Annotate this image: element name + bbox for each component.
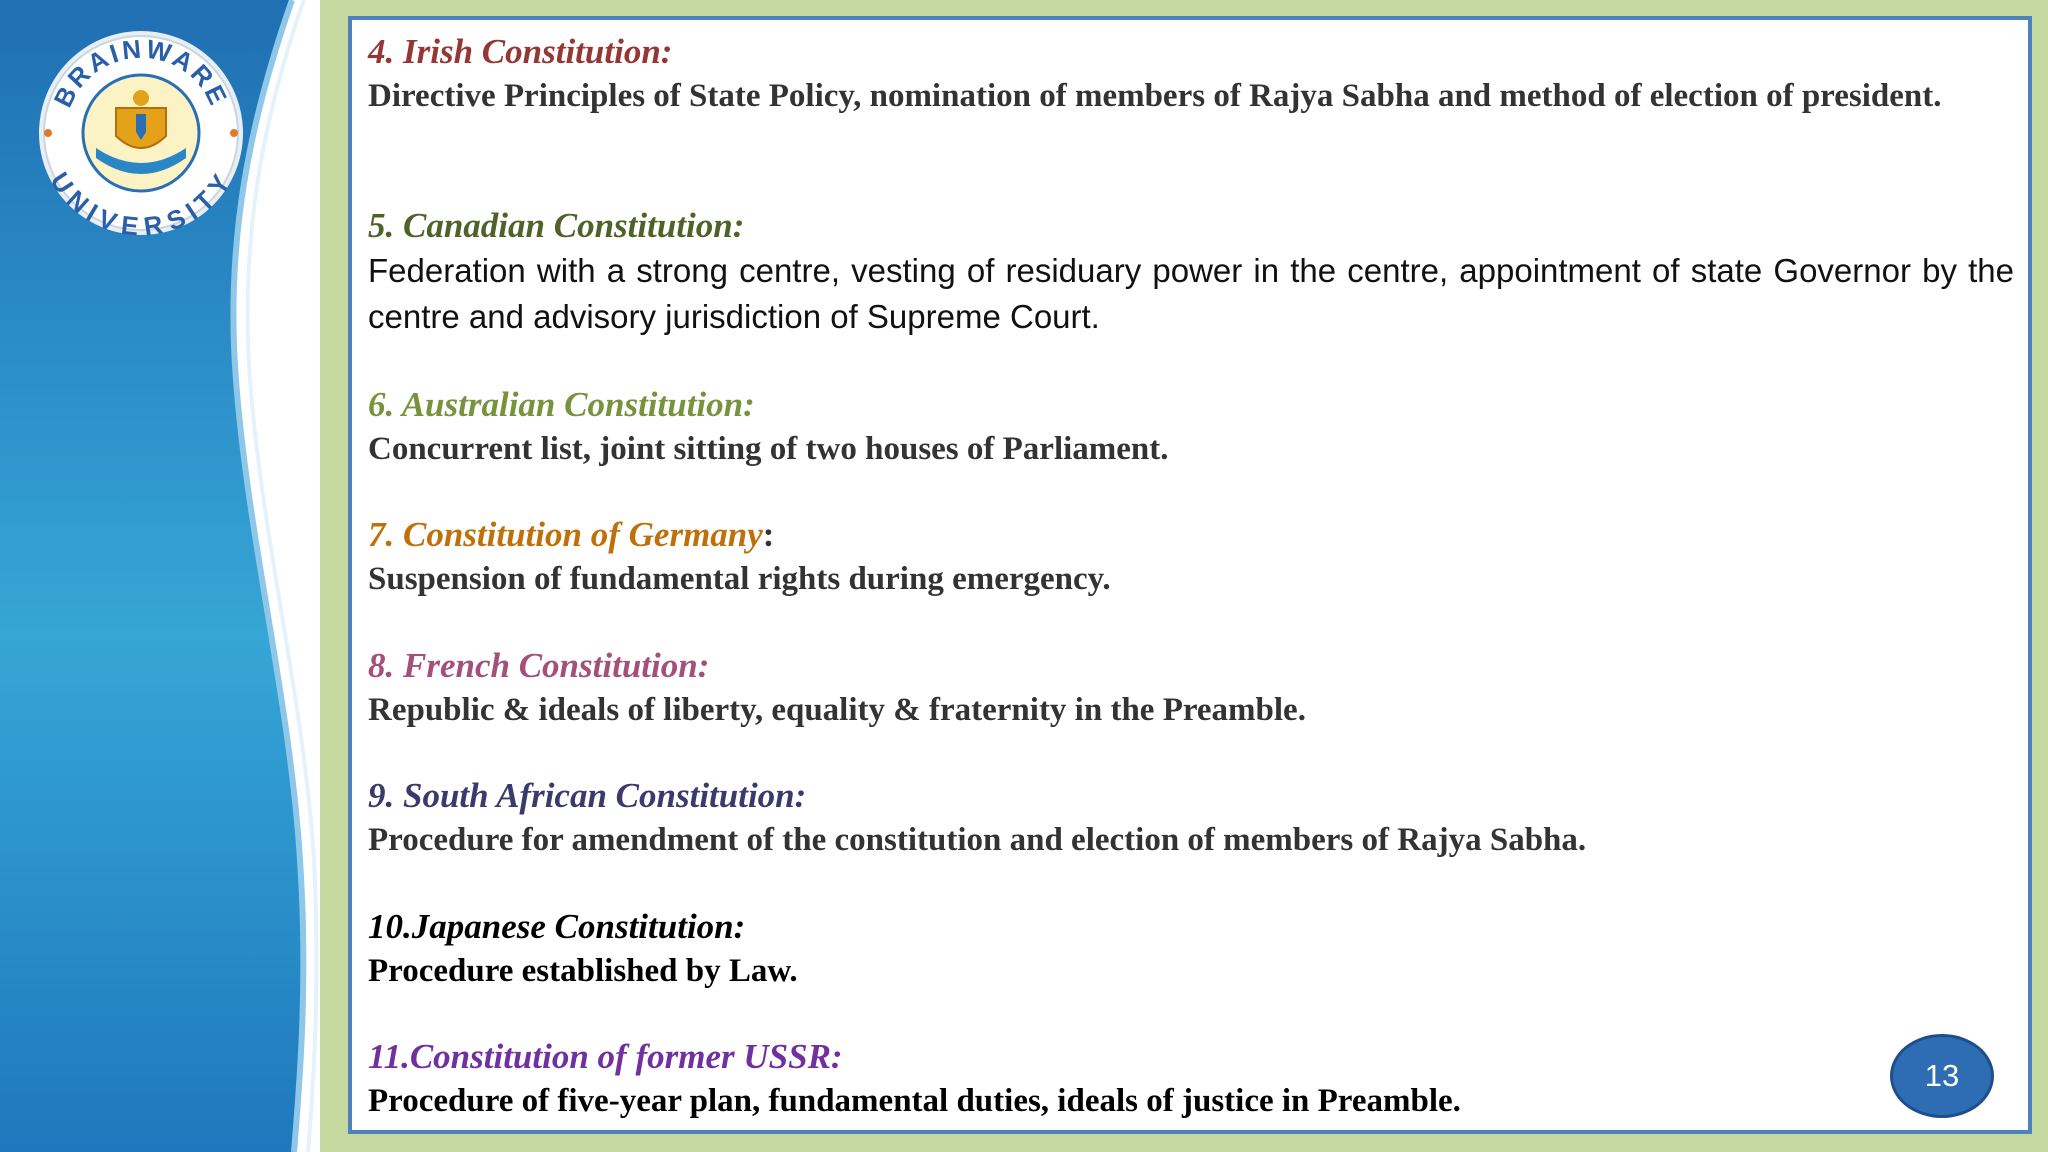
section-text: Federation with a strong centre, vesting of residuary power in the centre, appointment of state Governor by the centre and advisory jurisdiction of Supreme Court. [368, 252, 2014, 335]
section-heading: 6. Australian Constitution: [368, 385, 755, 424]
section-text: Procedure of five-year plan, fundamental duties, ideals of justice in Preamble. [368, 1083, 1461, 1119]
section-text: Suspension of fundamental rights during emergency. [368, 561, 1111, 597]
section-text: Directive Principles of State Policy, nomination of members of Rajya Sabha and method of election of president. [368, 78, 1942, 114]
section-text: Procedure established by Law. [368, 953, 798, 989]
logo-top-text: BRAINWARE [47, 33, 235, 112]
section-heading: 11.Constitution of former USSR: [368, 1037, 843, 1076]
section-heading: 5. Canadian Constitution: [368, 206, 745, 245]
section-text: Procedure for amendment of the constitution and election of members of Rajya Sabha. [368, 822, 1587, 858]
svg-text:BRAINWARE [48, 33, 235, 111]
section-canadian [368, 204, 2014, 340]
section-germany [368, 513, 2014, 601]
section-south-african [368, 774, 2014, 862]
content-panel [348, 16, 2032, 1134]
section-heading: 10.Japanese Constitution: [368, 907, 746, 946]
section-text: Concurrent list, joint sitting of two houses of Parliament. [368, 431, 1169, 467]
university-logo [36, 28, 246, 238]
section-heading: 9. South African Constitution: [368, 776, 807, 815]
section-heading: 7. Constitution of Germany [368, 515, 763, 554]
logo-bottom-text: UNIVERSITY [44, 166, 238, 238]
logo-text [36, 28, 246, 238]
section-text: Republic & ideals of liberty, equality & fraternity in the Preamble. [368, 692, 1306, 728]
section-irish [368, 30, 2014, 118]
section-australian [368, 383, 2014, 471]
heading-colon: : [762, 515, 775, 554]
section-french [368, 644, 2014, 732]
section-japanese [368, 905, 2014, 993]
svg-text:UNIVERSITY [44, 167, 237, 238]
page-number-badge: 13 [1890, 1034, 1994, 1118]
section-heading: 4. Irish Constitution: [368, 32, 673, 71]
section-heading-row [368, 513, 2014, 557]
section-ussr [368, 1035, 2014, 1123]
section-heading: 8. French Constitution: [368, 646, 710, 685]
